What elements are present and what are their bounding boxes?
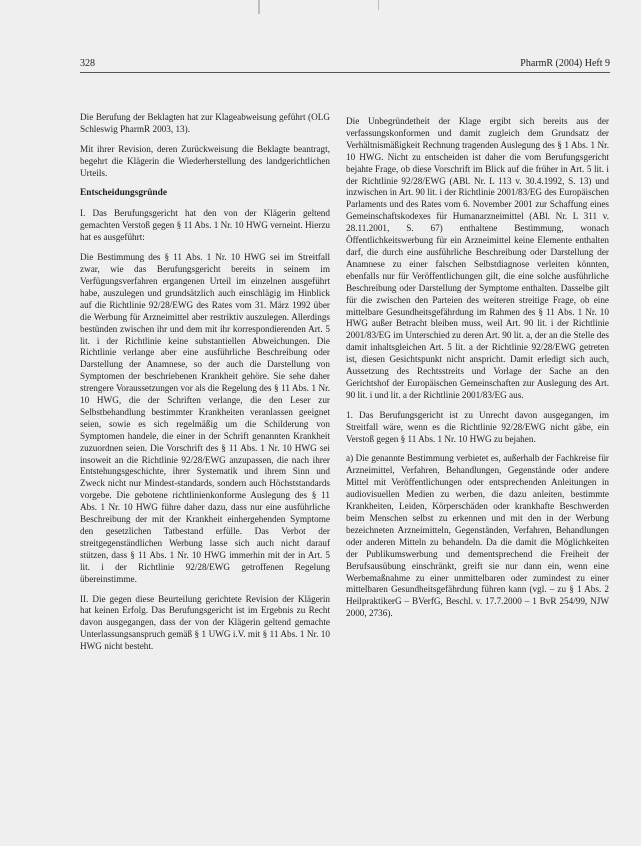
header-rule [80, 72, 610, 73]
paragraph: Die Bestimmung des § 11 Abs. 1 Nr. 10 HWG sei im Streitfall zwar, wie das Berufungsgericht bereits in seinem im Verfügungsverfahren ergangenen Urteil im einzelnen ausgeführt habe, auszulegen und grundsätzlich auch einschlägig im Hinblick auf die Richtlinie 92/28/EWG des Rates vom 31. März 1992 über die Werbung für Arzneimittel aber restriktiv auszulegen. Allerdings bestünden zwischen ihr und dem mit ihr korrespondierenden Art. 5 lit. i der Richtlinie keine substantiellen Abweichungen. Die Richtlinie verlange aber eine ausführliche Beschreibung oder Darstellung der Anamnese, so der auch die Darstellung von Symptomen der beschriebenen Krankheit gehöre. Sie sehe daher strengere Voraussetzungen vor als die Regelung des § 11 Abs. 1 Nr. 10 HWG, die der Schriften verlange, die den Leser zur Selbstbehandlung bestimmter Krankheiten veranlassen geeignet seien, sowie es sich regelmäßig um die Schilderung von Symptomen handele, die einer in der Schrift genannten Krankheit zuzuordnen seien. Die Vorschrift des § 11 Abs. 1 Nr. 10 HWG sei insoweit an die Richtlinie 92/28/EWG anzupassen, die nach ihrer Entstehungsgeschichte, ihrer Systematik und ihrem Sinn und Zweck nicht nur Mindest-standards, sondern auch Höchststandards vorgebe. Die gebotene richtlinienkonforme Auslegung des § 11 Abs. 1 Nr. 10 HWG führe daher dazu, dass nur eine ausführliche Beschreibung der mit der Krankheit einhergehenden Symptome den gesetzlichen Tatbestand erfülle. Das Verbot der streitgegenständlichen Werbung lasse sich auch nicht darauf stützen, dass § 11 Abs. 1 Nr. 10 HWG immerhin mit der in Art. 5 lit. i der Richtlinie 92/28/EWG getroffenen Regelung übereinstimme. [80, 252, 330, 584]
paragraph: Die Unbegründetheit der Klage ergibt sich bereits aus der verfassungskonformen und damit zugleich dem Grundsatz der Verhältnismäßigkeit Rechnung tragenden Auslegung des § 1 Abs. 1 Nr. 10 HWG. Nicht zu entscheiden ist daher die vom Berufungsgericht bejahte Frage, ob diese Vorschrift im Blick auf die früher in Art. 5 lit. i der Richtlinie 92/28/EWG (ABl. Nr. L 113 v. 30.4.1992, S. 13) und inzwischen in Art. 90 lit. i der Richtlinie 2001/83/EG des Europäischen Parlaments und des Rates vom 6. November 2001 zur Schaffung eines Gemeinschaftskodexes für Humanarzneimittel (ABl. Nr. L 311 v. 28.11.2001, S. 67) enthaltene Bestimmung, wonach Öffentlichkeitswerbung für ein Arzneimittel keine Elemente enthalten darf, die durch eine ausführliche Beschreibung oder Darstellung der Anamnese zu einer falschen Selbstdiagnose verleiten könnten, ebenfalls nur für Veröffentlichungen gilt, die eine solche ausführliche Beschreibung oder Darstellung der Symptome enthalten. Dasselbe gilt für die zwischen den Parteien des weiteren streitige Frage, ob eine mittelbare Gesundheitsgefährdung im Rahmen des § 11 Abs. 1 Nr. 10 HWG außer Betracht bleiben muss, weil Art. 90 lit. i der Richtlinie 2001/83/EG im Unterschied zu deren Art. 90 lit. a, der an die Stelle des damit inhaltsgleichen Art. 5 lit. a der Richtlinie 92/28/EWG getreten ist, diesen Gesichtspunkt nicht anspricht. Damit erledigt sich auch, Aussetzung des Rechtsstreits und Vorlage der Sache an den Gerichtshof der Europäischen Gemeinschaften zur Auslegung des Art. 90 lit. i und lit. a der Richtlinie 2001/83/EG aus. [346, 116, 609, 400]
right-column [346, 116, 609, 628]
running-head [80, 58, 610, 72]
paragraph: a) Die genannte Bestimmung verbietet es, außerhalb der Fachkreise für Arzneimittel, Verfahren, Behandlungen, Gegenstände oder andere Mittel mit Veröffentlichungen oder entsprechenden Anleitungen in audiovisuellen Medien zu werben, die dazu anleiten, bestimmte Krankheiten, Leiden, Körperschäden oder krankhafte Beschwerden beim Menschen selbst zu erkennen und mit den in der Werbung bezeichneten Arzneimitteln, Gegenständen, Verfahren, Behandlungen oder anderen Mitteln zu behandeln. Da die damit die Möglichkeiten der Publikumswerbung und dementsprechend die Freiheit der Berufsausübung einschränkt, greift sie nur dann ein, wenn eine Werbemaßnahme zu einer unmittelbaren oder zumindest zu einer mittelbaren Gesundheitsgefährdung führen kann (vgl. – zu § 1 Abs. 2 HeilpraktikerG – BVerfG, Beschl. v. 17.7.2000 – 1 BvR 254/99, NJW 2000, 2736). [346, 453, 609, 619]
paragraph: I. Das Berufungsgericht hat den von der Klägerin geltend gemachten Verstoß gegen § 11 Abs. 1 Nr. 10 HWG verneint. Hierzu hat es ausgeführt: [80, 208, 330, 243]
page-number: 328 [80, 58, 95, 69]
paragraph: Mit ihrer Revision, deren Zurückweisung die Beklagte beantragt, begehrt die Klägerin die Wiederherstellung des landgerichtlichen Urteils. [80, 143, 330, 178]
section-heading: Entscheidungsgründe [80, 187, 168, 198]
paragraph: 1. Das Berufungsgericht ist zu Unrecht davon ausgegangen, im Streitfall wäre, wenn es die Richtlinie 92/28/EWG nicht gäbe, ein Verstoß gegen § 11 Abs. 1 Nr. 10 HWG zu bejahen. [346, 409, 609, 444]
paragraph: Die Berufung der Beklagten hat zur Klageabweisung geführt (OLG Schleswig PharmR 2003, 13). [80, 112, 330, 134]
left-column [80, 112, 330, 661]
scan-mark-top [258, 0, 260, 14]
journal-citation: PharmR (2004) Heft 9 [520, 58, 610, 69]
paragraph: II. Die gegen diese Beurteilung gerichtete Revision der Klägerin hat keinen Erfolg. Das Berufungsgericht ist im Ergebnis zu Recht davon ausgegangen, dass der von der Klägerin geltend gemachte Unterlassungsanspruch gemäß § 1 UWG i.V. mit § 11 Abs. 1 Nr. 10 HWG nicht besteht. [80, 593, 330, 652]
scan-mark-top-right [378, 0, 379, 10]
